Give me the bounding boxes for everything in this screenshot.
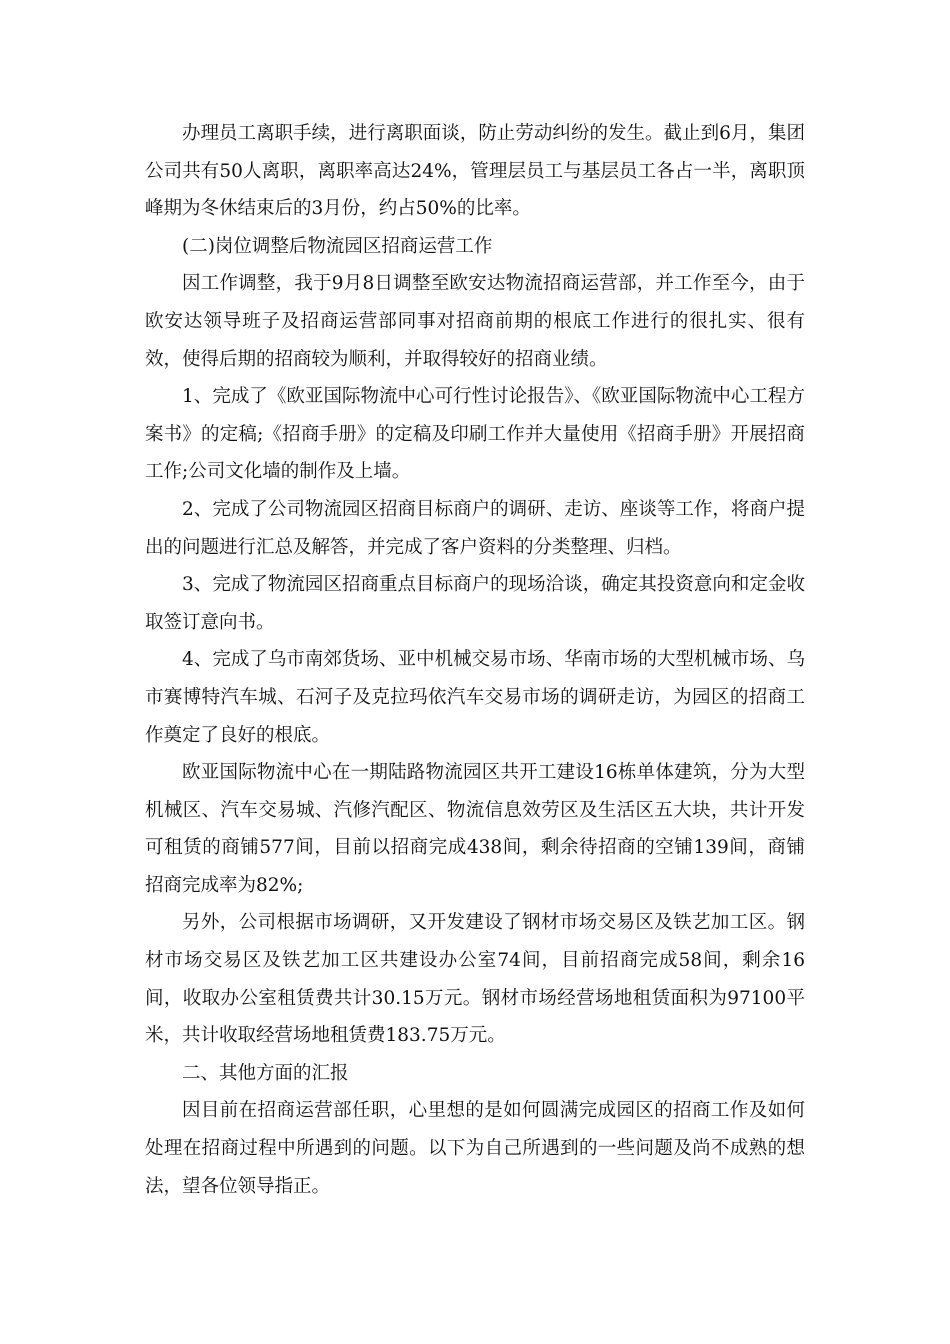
paragraph-job-adjustment: 因工作调整，我于9月8日调整至欧安达物流招商运营部，并工作至今，由于欧安达领导班子及招商运营部同事对招商前期的根底工作进行的很扎实、很有效，使得后期的招商较为顺利，并取得较好的招商业绩。	[145, 273, 805, 370]
list-item-2: 2、完成了公司物流园区招商目标商户的调研、走访、座谈等工作，将商户提出的问题进行汇总及解答，并完成了客户资料的分类整理、归档。	[145, 498, 805, 558]
section-heading-other-aspects: 二、其他方面的汇报	[182, 1062, 349, 1084]
paragraph-closing: 因目前在招商运营部任职，心里想的是如何圆满完成园区的招商工作及如何处理在招商过程中所遇到的问题。以下为自己所遇到的一些问题及尚不成熟的想法，望各位领导指正。	[145, 1100, 805, 1197]
list-item-3: 3、完成了物流园区招商重点目标商户的现场洽谈，确定其投资意向和定金收取签订意向书。	[145, 574, 805, 633]
section-heading-investment-operations: (二)岗位调整后物流园区招商运营工作	[182, 235, 493, 257]
document-body	[145, 115, 805, 1205]
list-item-4: 4、完成了乌市南郊货场、亚中机械交易市场、华南市场的大型机械市场、乌市赛博特汽车城、石河子及克拉玛依汽车交易市场的调研走访，为园区的招商工作奠定了良好的根底。	[145, 649, 805, 746]
paragraph-steel-market: 另外，公司根据市场调研，又开发建设了钢材市场交易区及铁艺加工区。钢材市场交易区及铁艺加工区共建设办公室74间，目前招商完成58间，剩余16间，收取办公室租赁费共计30.15万元。钢材市场经营场地租赁面积为97100平米，共计收取经营场地租赁费183.75万元。	[145, 912, 805, 1047]
list-item-1: 1、完成了《欧亚国际物流中心可行性讨论报告》、《欧亚国际物流中心工程方案书》的定稿;《招商手册》的定稿及印刷工作并大量使用《招商手册》开展招商工作;公司文化墙的制作及上墙。	[145, 386, 805, 483]
paragraph-logistics-center: 欧亚国际物流中心在一期陆路物流园区共开工建设16栋单体建筑，分为大型机械区、汽车交易城、汽修汽配区、物流信息效劳区及生活区五大块，共计开发可租赁的商铺577间，目前以招商完成438间，剩余待招商的空铺139间，商铺招商完成率为82%;	[145, 762, 805, 896]
paragraph-turnover: 办理员工离职手续，进行离职面谈，防止劳动纠纷的发生。截止到6月，集团公司共有50人离职，离职率高达24%，管理层员工与基层员工各占一半，离职顶峰期为冬休结束后的3月份，约占50%的比率。	[145, 123, 805, 220]
